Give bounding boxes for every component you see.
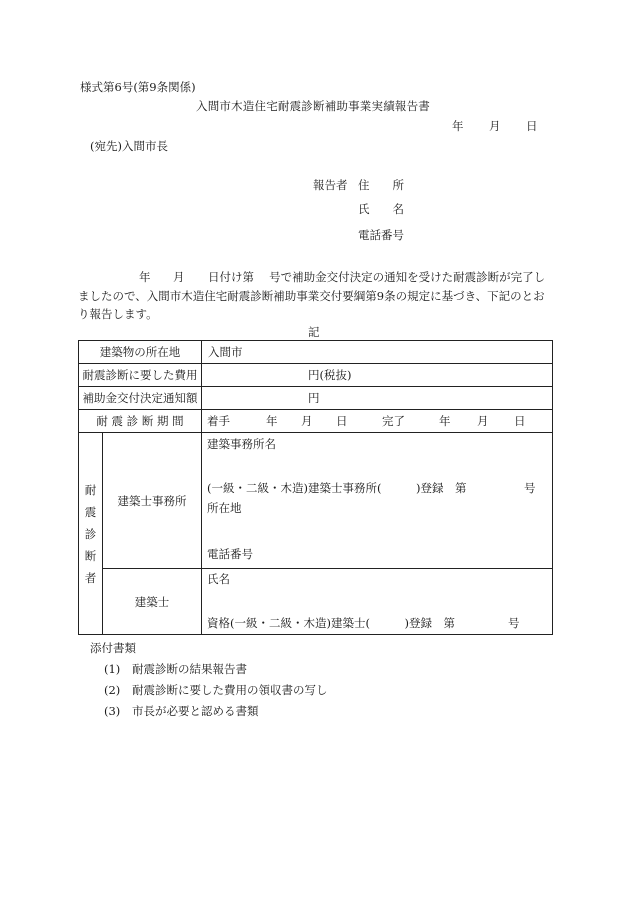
office-name-label: 建築事務所名	[207, 437, 276, 451]
office-details	[202, 433, 553, 569]
office-location-label: 所在地	[207, 501, 242, 515]
reporter-phone-label: 電話番号	[358, 228, 404, 242]
ki-marker: 記	[308, 325, 320, 339]
reporter-address-label: 住 所	[358, 178, 404, 192]
architect-qualification-suffix: 号	[508, 616, 520, 630]
attachment-text-3: 市長が必要と認める書類	[132, 704, 259, 718]
body-line3: り報告します。	[78, 307, 158, 321]
period-end-label: 完了	[382, 414, 405, 428]
report-table	[78, 340, 553, 635]
period-start-day: 日	[336, 414, 348, 428]
diagnosis-cost-value: 円(税抜)	[202, 364, 553, 387]
diagnosis-cost-label: 耐震診断に要した費用	[79, 364, 202, 387]
period-start-label: 着手	[207, 414, 230, 428]
date-day: 日	[526, 119, 538, 133]
attachment-text-2: 耐震診断に要した費用の領収書の写し	[132, 683, 328, 697]
subsidy-amount-label: 補助金交付決定通知額	[79, 387, 202, 410]
period-end-year: 年	[439, 414, 451, 428]
office-registration: (一級・二級・木造)建築士事務所( )登録 第	[207, 481, 467, 495]
attachment-text-1: 耐震診断の結果報告書	[132, 662, 247, 676]
office-label: 建築士事務所	[103, 433, 202, 569]
body-month: 月	[173, 270, 185, 284]
attachment-num-1: (1)	[104, 662, 121, 676]
building-location-label: 建築物の所在地	[79, 341, 202, 364]
addressee: (宛先)入間市長	[90, 139, 168, 153]
body-year: 年	[139, 270, 151, 284]
period-end-month: 月	[477, 414, 489, 428]
subsidy-amount-value: 円	[202, 387, 553, 410]
diagnosis-period-label: 耐 震 診 断 期 間	[79, 410, 202, 433]
architect-label: 建築士	[103, 569, 202, 635]
diagnoser-label: 耐 震 診 断 者	[79, 433, 103, 635]
reporter-label: 報告者	[313, 178, 348, 192]
diagnosis-period-value	[202, 410, 553, 433]
architect-details	[202, 569, 553, 635]
office-phone-label: 電話番号	[207, 547, 253, 561]
architect-name-label: 氏名	[207, 572, 230, 586]
period-end-day: 日	[514, 414, 526, 428]
attachment-num-3: (3)	[104, 704, 121, 718]
document-title: 入間市木造住宅耐震診断補助事業実績報告書	[196, 99, 430, 113]
body-line2: ましたので、入間市木造住宅耐震診断補助事業交付要綱第9条の規定に基づき、下記のとお	[78, 289, 545, 303]
period-start-month: 月	[301, 414, 313, 428]
attachment-num-2: (2)	[104, 683, 121, 697]
form-number: 様式第6号(第9条関係)	[80, 80, 196, 94]
architect-qualification: 資格(一級・二級・木造)建築士( )登録 第	[207, 616, 455, 630]
date-year: 年	[452, 119, 464, 133]
reporter-name-label: 氏 名	[358, 202, 404, 216]
period-start-year: 年	[266, 414, 278, 428]
office-registration-suffix: 号	[524, 481, 536, 495]
attachments-heading: 添付書類	[90, 641, 136, 655]
body-line1: 日付け第 号で補助金交付決定の通知を受けた耐震診断が完了し	[208, 270, 546, 284]
building-location-value: 入間市	[202, 341, 553, 364]
date-month: 月	[489, 119, 501, 133]
